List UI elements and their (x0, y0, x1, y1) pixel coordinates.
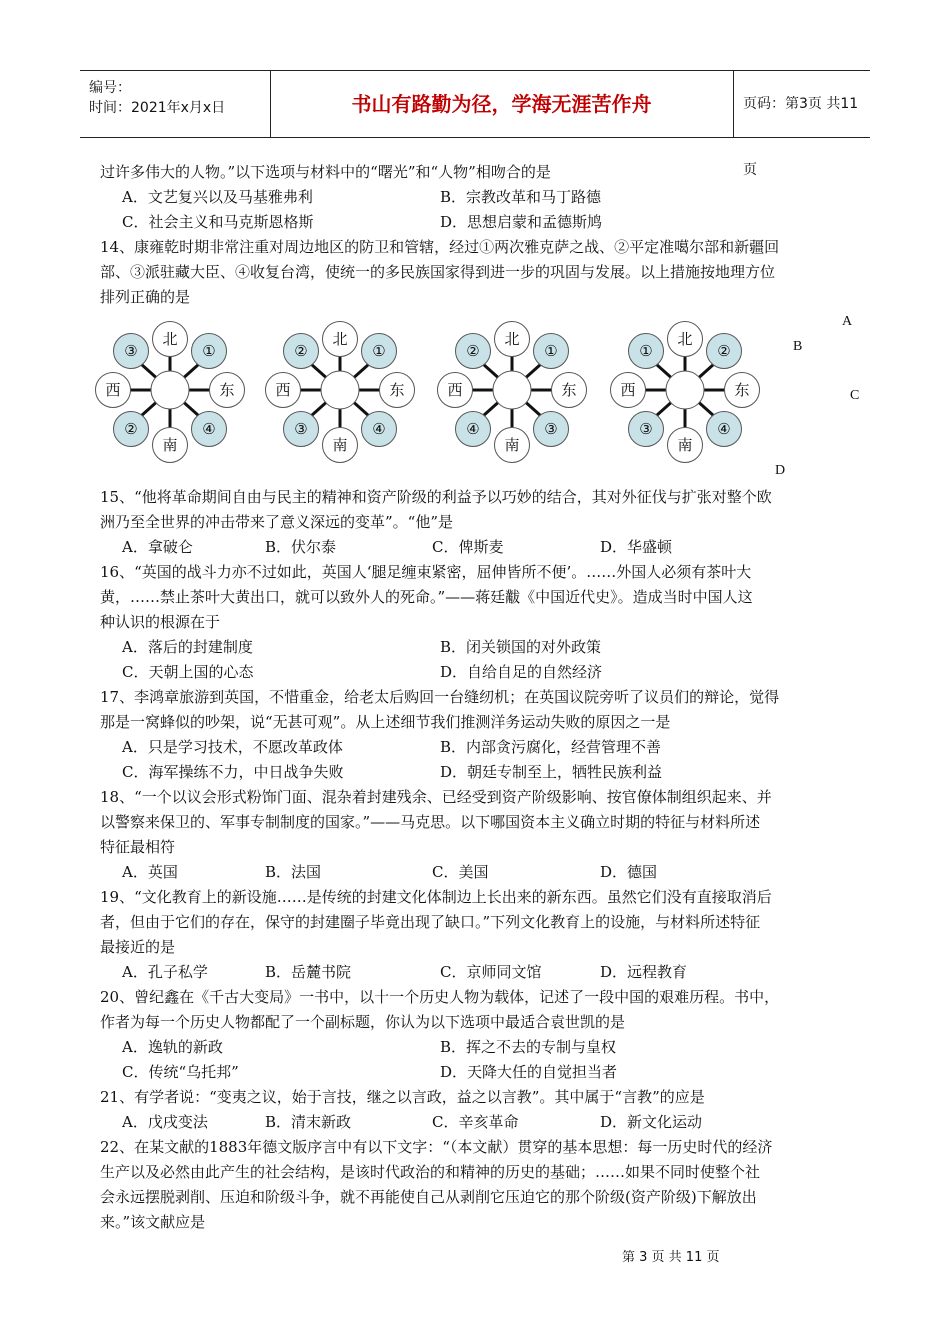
text-line: 部、③派驻藏大臣、④收复台湾，使统一的多民族国家得到进一步的巩固与发展。以上措施按地理方位 (100, 263, 776, 281)
option: C．社会主义和马克斯恩格斯 (122, 213, 314, 231)
option: D．朝廷专制至上，牺牲民族利益 (440, 763, 663, 781)
option: A．逸轨的新政 (122, 1038, 223, 1056)
option: A．只是学习技术，不愿改革政体 (122, 738, 343, 756)
northeast-number: ① (533, 333, 569, 369)
option: A．孔子私学 (122, 963, 208, 981)
southwest-number: ④ (455, 411, 491, 447)
text-line: 洲乃至全世界的冲击带来了意义深远的变革”。“他”是 (100, 513, 454, 531)
direction-diagram-d (610, 325, 760, 455)
text-line: 最接近的是 (100, 938, 176, 956)
option: C．美国 (432, 863, 489, 881)
option: B．伏尔泰 (265, 538, 337, 556)
footer-page-number: 第 3 页 共 11 页 (622, 1250, 720, 1265)
east-label: 东 (724, 372, 760, 408)
northwest-number: ② (455, 333, 491, 369)
west-label: 西 (265, 372, 301, 408)
option: C．天朝上国的心态 (122, 663, 254, 681)
northeast-number: ① (361, 333, 397, 369)
text-line: 黄，……禁止茶叶大黄出口，就可以致外人的死命。”——蒋廷黻《中国近代史》。造成当时中国人这 (100, 588, 753, 606)
north-label: 北 (322, 321, 358, 357)
south-label: 南 (667, 427, 703, 463)
north-label: 北 (667, 321, 703, 357)
option: D．华盛顿 (600, 538, 673, 556)
option: A．拿破仑 (122, 538, 193, 556)
northwest-number: ③ (113, 333, 149, 369)
diagram-letter-c: C (850, 388, 860, 403)
text-line: 作者为每一个历史人物都配了一个副标题，你认为以下选项中最适合袁世凯的是 (100, 1013, 626, 1031)
south-label: 南 (152, 427, 188, 463)
text-line: 以警察来保卫的、军事专制制度的国家。”——马克思。以下哪国资本主义确立时期的特征与材料所述 (100, 813, 761, 831)
option: B．法国 (265, 863, 322, 881)
direction-diagram-a (95, 325, 245, 455)
diagram-letter-d: D (775, 463, 786, 478)
southeast-number: ④ (706, 411, 742, 447)
north-label: 北 (494, 321, 530, 357)
text-line: 22、在某文献的1883年德文版序言中有以下文字：“（本文献）贯穿的基本思想：每一历史时代的经济 (100, 1138, 773, 1156)
southeast-number: ④ (361, 411, 397, 447)
option: C．传统“乌托邦” (122, 1063, 239, 1081)
diagram-letter-a: A (842, 314, 853, 329)
northwest-number: ① (628, 333, 664, 369)
text-line: 17、李鸿章旅游到英国，不惜重金，给老太后购回一台缝纫机；在英国议院旁听了议员们的辩论，觉得 (100, 688, 780, 706)
option: C．京师同文馆 (440, 963, 542, 981)
option: C．俾斯麦 (432, 538, 504, 556)
option: B．岳麓书院 (265, 963, 352, 981)
option: D．德国 (600, 863, 658, 881)
option: A．英国 (122, 863, 178, 881)
direction-diagram-c (437, 325, 587, 455)
option: A．落后的封建制度 (122, 638, 253, 656)
diagram-letter-b: B (793, 339, 803, 354)
text-line: 种认识的根源在于 (100, 613, 221, 631)
direction-diagram-b (265, 325, 415, 455)
option: D．思想启蒙和孟德斯鸠 (440, 213, 603, 231)
text-line: 特征最相符 (100, 838, 176, 856)
time-label: 时间：2021年x月x日 (89, 100, 226, 116)
southwest-number: ③ (628, 411, 664, 447)
text-line: 生产以及必然由此产生的社会结构，是该时代政治的和精神的历史的基础；……如果不同时使整个社 (100, 1163, 761, 1181)
text-line: 那是一窝蜂似的吵架，说“无甚可观”。从上述细节我们推测洋务运动失败的原因之一是 (100, 713, 671, 731)
option: D．天降大任的自觉担当者 (440, 1063, 618, 1081)
south-label: 南 (494, 427, 530, 463)
text-line: 排列正确的是 (100, 288, 191, 306)
text-line: 21、有学者说：“变夷之议，始于言技，继之以言政，益之以言教”。其中属于“言教”的应是 (100, 1088, 705, 1106)
south-label: 南 (322, 427, 358, 463)
option: D．新文化运动 (600, 1113, 703, 1131)
text-line: 18、“一个以议会形式粉饰门面、混杂着封建残余、已经受到资产阶级影响、按官僚体制组织起来、并 (100, 788, 772, 806)
text-line: 16、“英国的战斗力亦不过如此，英国人‘腿足缠束紧密，屈伸皆所不便’。……外国人必须有茶叶大 (100, 563, 752, 581)
text-line: 20、曾纪鑫在《千古大变局》一书中，以十一个历史人物为载体，记述了一段中国的艰难历程。书中， (100, 988, 780, 1006)
east-label: 东 (551, 372, 587, 408)
option: D．远程教育 (600, 963, 688, 981)
option: B．内部贪污腐化，经营管理不善 (440, 738, 662, 756)
option: B．清末新政 (265, 1113, 352, 1131)
number-label: 编号： (89, 80, 131, 96)
option: D．自给自足的自然经济 (440, 663, 603, 681)
option: C．辛亥革命 (432, 1113, 519, 1131)
north-label: 北 (152, 321, 188, 357)
text-line: 过许多伟大的人物。”以下选项与材料中的“曙光”和“人物”相吻合的是 (100, 163, 551, 181)
option: B．宗教改革和马丁路德 (440, 188, 602, 206)
text-line: 19、“文化教育上的新设施……是传统的封建文化体制边上长出来的新东西。虽然它们没有直接取消后 (100, 888, 772, 906)
option: A．文艺复兴以及马基雅弗利 (122, 188, 313, 206)
text-line: 者，但由于它们的存在，保守的封建圈子毕竟出现了缺口。”下列文化教育上的设施，与材料所述特征 (100, 913, 761, 931)
southeast-number: ④ (191, 411, 227, 447)
text-line: 15、“他将革命期间自由与民主的精神和资产阶级的利益予以巧妙的结合，其对外征伐与扩张对整个欧 (100, 488, 772, 506)
page-label: 页码：第3页 共11页 (743, 96, 859, 178)
header-meta (80, 71, 271, 137)
west-label: 西 (610, 372, 646, 408)
west-label: 西 (95, 372, 131, 408)
northwest-number: ② (283, 333, 319, 369)
southwest-number: ② (113, 411, 149, 447)
west-label: 西 (437, 372, 473, 408)
text-line: 14、康雍乾时期非常注重对周边地区的防卫和管辖，经过①两次雅克萨之战、②平定准噶尔部和新疆回 (100, 238, 780, 256)
option: B．闭关锁国的对外政策 (440, 638, 602, 656)
southwest-number: ③ (283, 411, 319, 447)
text-line: 会永远摆脱剥削、压迫和阶级斗争，就不再能使自己从剥削它压迫它的那个阶级(资产阶级)下解放出 (100, 1188, 757, 1206)
header-motto: 书山有路勤为径，学海无涯苦作舟 (270, 71, 734, 137)
northeast-number: ② (706, 333, 742, 369)
option: C．海军操练不力，中日战争失败 (122, 763, 344, 781)
option: A．戊戌变法 (122, 1113, 208, 1131)
option: B．挥之不去的专制与皇权 (440, 1038, 617, 1056)
northeast-number: ① (191, 333, 227, 369)
text-line: 来。”该文献应是 (100, 1213, 206, 1231)
east-label: 东 (379, 372, 415, 408)
east-label: 东 (209, 372, 245, 408)
southeast-number: ③ (533, 411, 569, 447)
